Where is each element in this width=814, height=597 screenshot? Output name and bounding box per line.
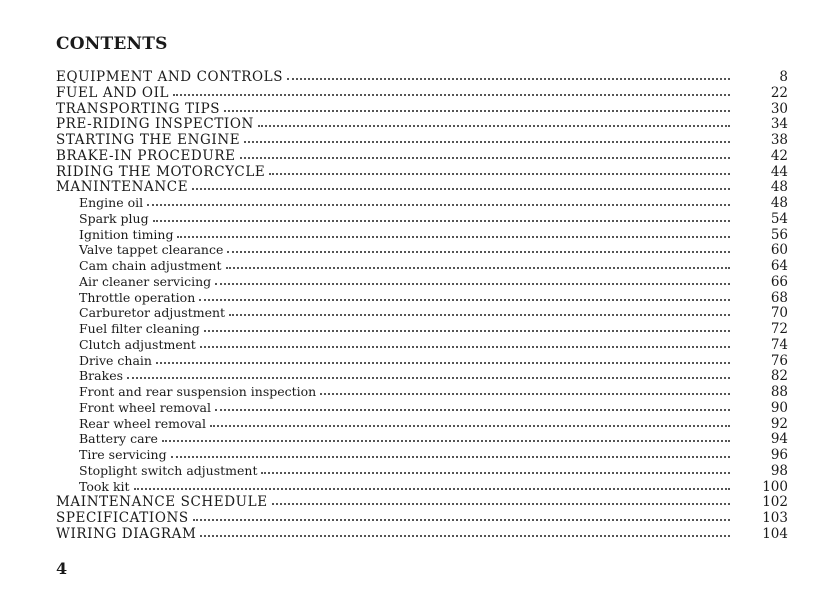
toc-entry <box>0 178 814 194</box>
dot-leader <box>177 236 730 238</box>
toc-entry <box>0 273 814 289</box>
dot-leader <box>287 78 730 80</box>
toc-entry-title: WIRING DIAGRAM <box>56 525 197 542</box>
toc-entry-title: Spark plug <box>79 210 149 226</box>
toc-entry-page: 42 <box>770 147 788 164</box>
toc-entry <box>0 68 814 84</box>
toc-entry-page: 56 <box>770 226 788 243</box>
toc-entry-page: 68 <box>770 289 788 306</box>
toc-entry-title: MANINTENANCE <box>56 179 189 196</box>
toc-entry-page: 74 <box>770 336 788 353</box>
toc-entry-title: RIDING THE MOTORCYCLE <box>56 163 266 180</box>
toc-entry-title: MAINTENANCE SCHEDULE <box>56 494 268 511</box>
toc-entry <box>0 289 814 305</box>
toc-entry-page: 88 <box>770 384 788 400</box>
toc-entry <box>0 194 814 210</box>
toc-entry <box>0 446 814 462</box>
toc-entry <box>0 336 814 352</box>
toc-entry-page: 76 <box>770 352 788 369</box>
toc-entry-title: SPECIFICATIONS <box>56 510 189 526</box>
toc-entry-title: Took kit <box>79 478 130 494</box>
toc-entry-page: 54 <box>770 210 788 227</box>
toc-entry-page: 60 <box>770 242 788 259</box>
dot-leader <box>261 472 730 474</box>
dot-leader <box>240 157 730 159</box>
dot-leader <box>153 220 730 222</box>
dot-leader <box>320 393 730 395</box>
toc-entry <box>0 415 814 431</box>
toc-entry <box>0 84 814 100</box>
toc-entry-page: 34 <box>770 116 788 133</box>
toc-entry-page: 82 <box>770 368 788 385</box>
toc-entry-page: 44 <box>770 163 788 180</box>
toc-entry-title: Front wheel removal <box>79 399 212 415</box>
toc-entry-title: FUEL AND OIL <box>56 84 170 101</box>
dot-leader <box>215 283 730 285</box>
toc-entry-page: 70 <box>770 305 788 322</box>
toc-entry-title: Fuel filter cleaning <box>79 321 200 336</box>
dot-leader <box>171 456 730 458</box>
toc-entry <box>0 509 814 525</box>
toc-entry-page: 72 <box>770 321 788 337</box>
toc-entry <box>0 525 814 541</box>
toc-entry-title: Brakes <box>79 368 124 384</box>
toc-entry <box>0 430 814 446</box>
dot-leader <box>134 488 730 490</box>
dot-leader <box>173 94 730 96</box>
toc-entry <box>0 147 814 163</box>
toc-entry <box>0 115 814 131</box>
toc-entry <box>0 367 814 383</box>
toc-entry-title: Valve tappet clearance <box>79 242 224 258</box>
toc-entry <box>0 131 814 147</box>
dot-leader <box>204 330 730 332</box>
dot-leader <box>156 362 730 364</box>
toc-entry-title: Carburetor adjustment <box>79 305 226 321</box>
toc-entry-title: PRE-RIDING INSPECTION <box>56 116 254 133</box>
toc-entry-page: 102 <box>762 494 788 511</box>
toc-entry <box>0 478 814 494</box>
toc-entry-title: STARTING THE ENGINE <box>56 132 241 148</box>
toc-entry-page: 90 <box>770 399 788 416</box>
toc-entry-page: 100 <box>762 478 788 495</box>
toc-entry-title: Clutch adjustment <box>79 336 196 352</box>
toc-entry-page: 48 <box>770 195 788 211</box>
toc-entry-title: Engine oil <box>79 195 144 210</box>
toc-entry <box>0 462 814 478</box>
dot-leader <box>200 346 730 348</box>
contents-heading: CONTENTS <box>56 34 168 54</box>
dot-leader <box>227 251 730 253</box>
toc-entry-title: Battery care <box>79 431 158 447</box>
toc-entry <box>0 304 814 320</box>
toc-entry-page: 22 <box>770 84 788 101</box>
toc-entry-page: 8 <box>779 69 788 85</box>
toc-entry-page: 64 <box>770 258 788 274</box>
toc-entry-page: 94 <box>770 431 788 448</box>
toc-entry-title: Cam chain adjustment <box>79 258 222 273</box>
toc-entry <box>0 226 814 242</box>
toc-entry-title: Ignition timing <box>79 226 174 242</box>
toc-entry <box>0 241 814 257</box>
toc-entry <box>0 320 814 336</box>
toc-entry-title: EQUIPMENT AND CONTROLS <box>56 69 284 85</box>
page-number: 4 <box>56 559 68 578</box>
dot-leader <box>199 299 730 301</box>
toc-entry-title: Air cleaner servicing <box>79 273 212 289</box>
dot-leader <box>269 173 730 175</box>
toc-entry-page: 98 <box>770 462 788 479</box>
toc-entry-page: 48 <box>770 179 788 196</box>
dot-leader <box>226 267 730 269</box>
dot-leader <box>224 110 730 112</box>
toc-entry <box>0 383 814 399</box>
dot-leader <box>193 519 730 521</box>
toc-entry-page: 30 <box>770 100 788 117</box>
toc-entry-title: Throttle operation <box>79 289 196 305</box>
toc-entry-title: Tire servicing <box>79 447 167 462</box>
dot-leader <box>127 377 730 379</box>
toc-entry-title: Front and rear suspension inspection <box>79 384 317 399</box>
toc-entry <box>0 493 814 509</box>
dot-leader <box>215 409 730 411</box>
toc-entry <box>0 210 814 226</box>
toc-entry-page: 103 <box>762 510 788 526</box>
dot-leader <box>147 204 730 206</box>
toc-entry-title: Stoplight switch adjustment <box>79 462 258 478</box>
dot-leader <box>258 125 730 127</box>
dot-leader <box>192 188 730 190</box>
toc-entry <box>0 257 814 273</box>
dot-leader <box>229 314 730 316</box>
toc-entry <box>0 163 814 179</box>
dot-leader <box>162 440 730 442</box>
toc-entry-page: 104 <box>762 525 788 542</box>
dot-leader <box>244 141 730 143</box>
toc-entry <box>0 399 814 415</box>
toc-entry-title: BRAKE-IN PROCEDURE <box>56 147 236 164</box>
toc-entry-page: 96 <box>770 447 788 463</box>
toc-entry-title: TRANSPORTING TIPS <box>56 100 221 117</box>
dot-leader <box>200 535 730 537</box>
toc-entry-page: 92 <box>770 415 788 432</box>
toc-entry-title: Drive chain <box>79 352 152 368</box>
toc-entry-page: 66 <box>770 273 788 290</box>
toc-entry-title: Rear wheel removal <box>79 415 206 431</box>
toc-entry-page: 38 <box>770 132 788 148</box>
dot-leader <box>210 425 730 427</box>
dot-leader <box>272 503 730 505</box>
toc-entry <box>0 352 814 368</box>
toc-entry <box>0 100 814 116</box>
